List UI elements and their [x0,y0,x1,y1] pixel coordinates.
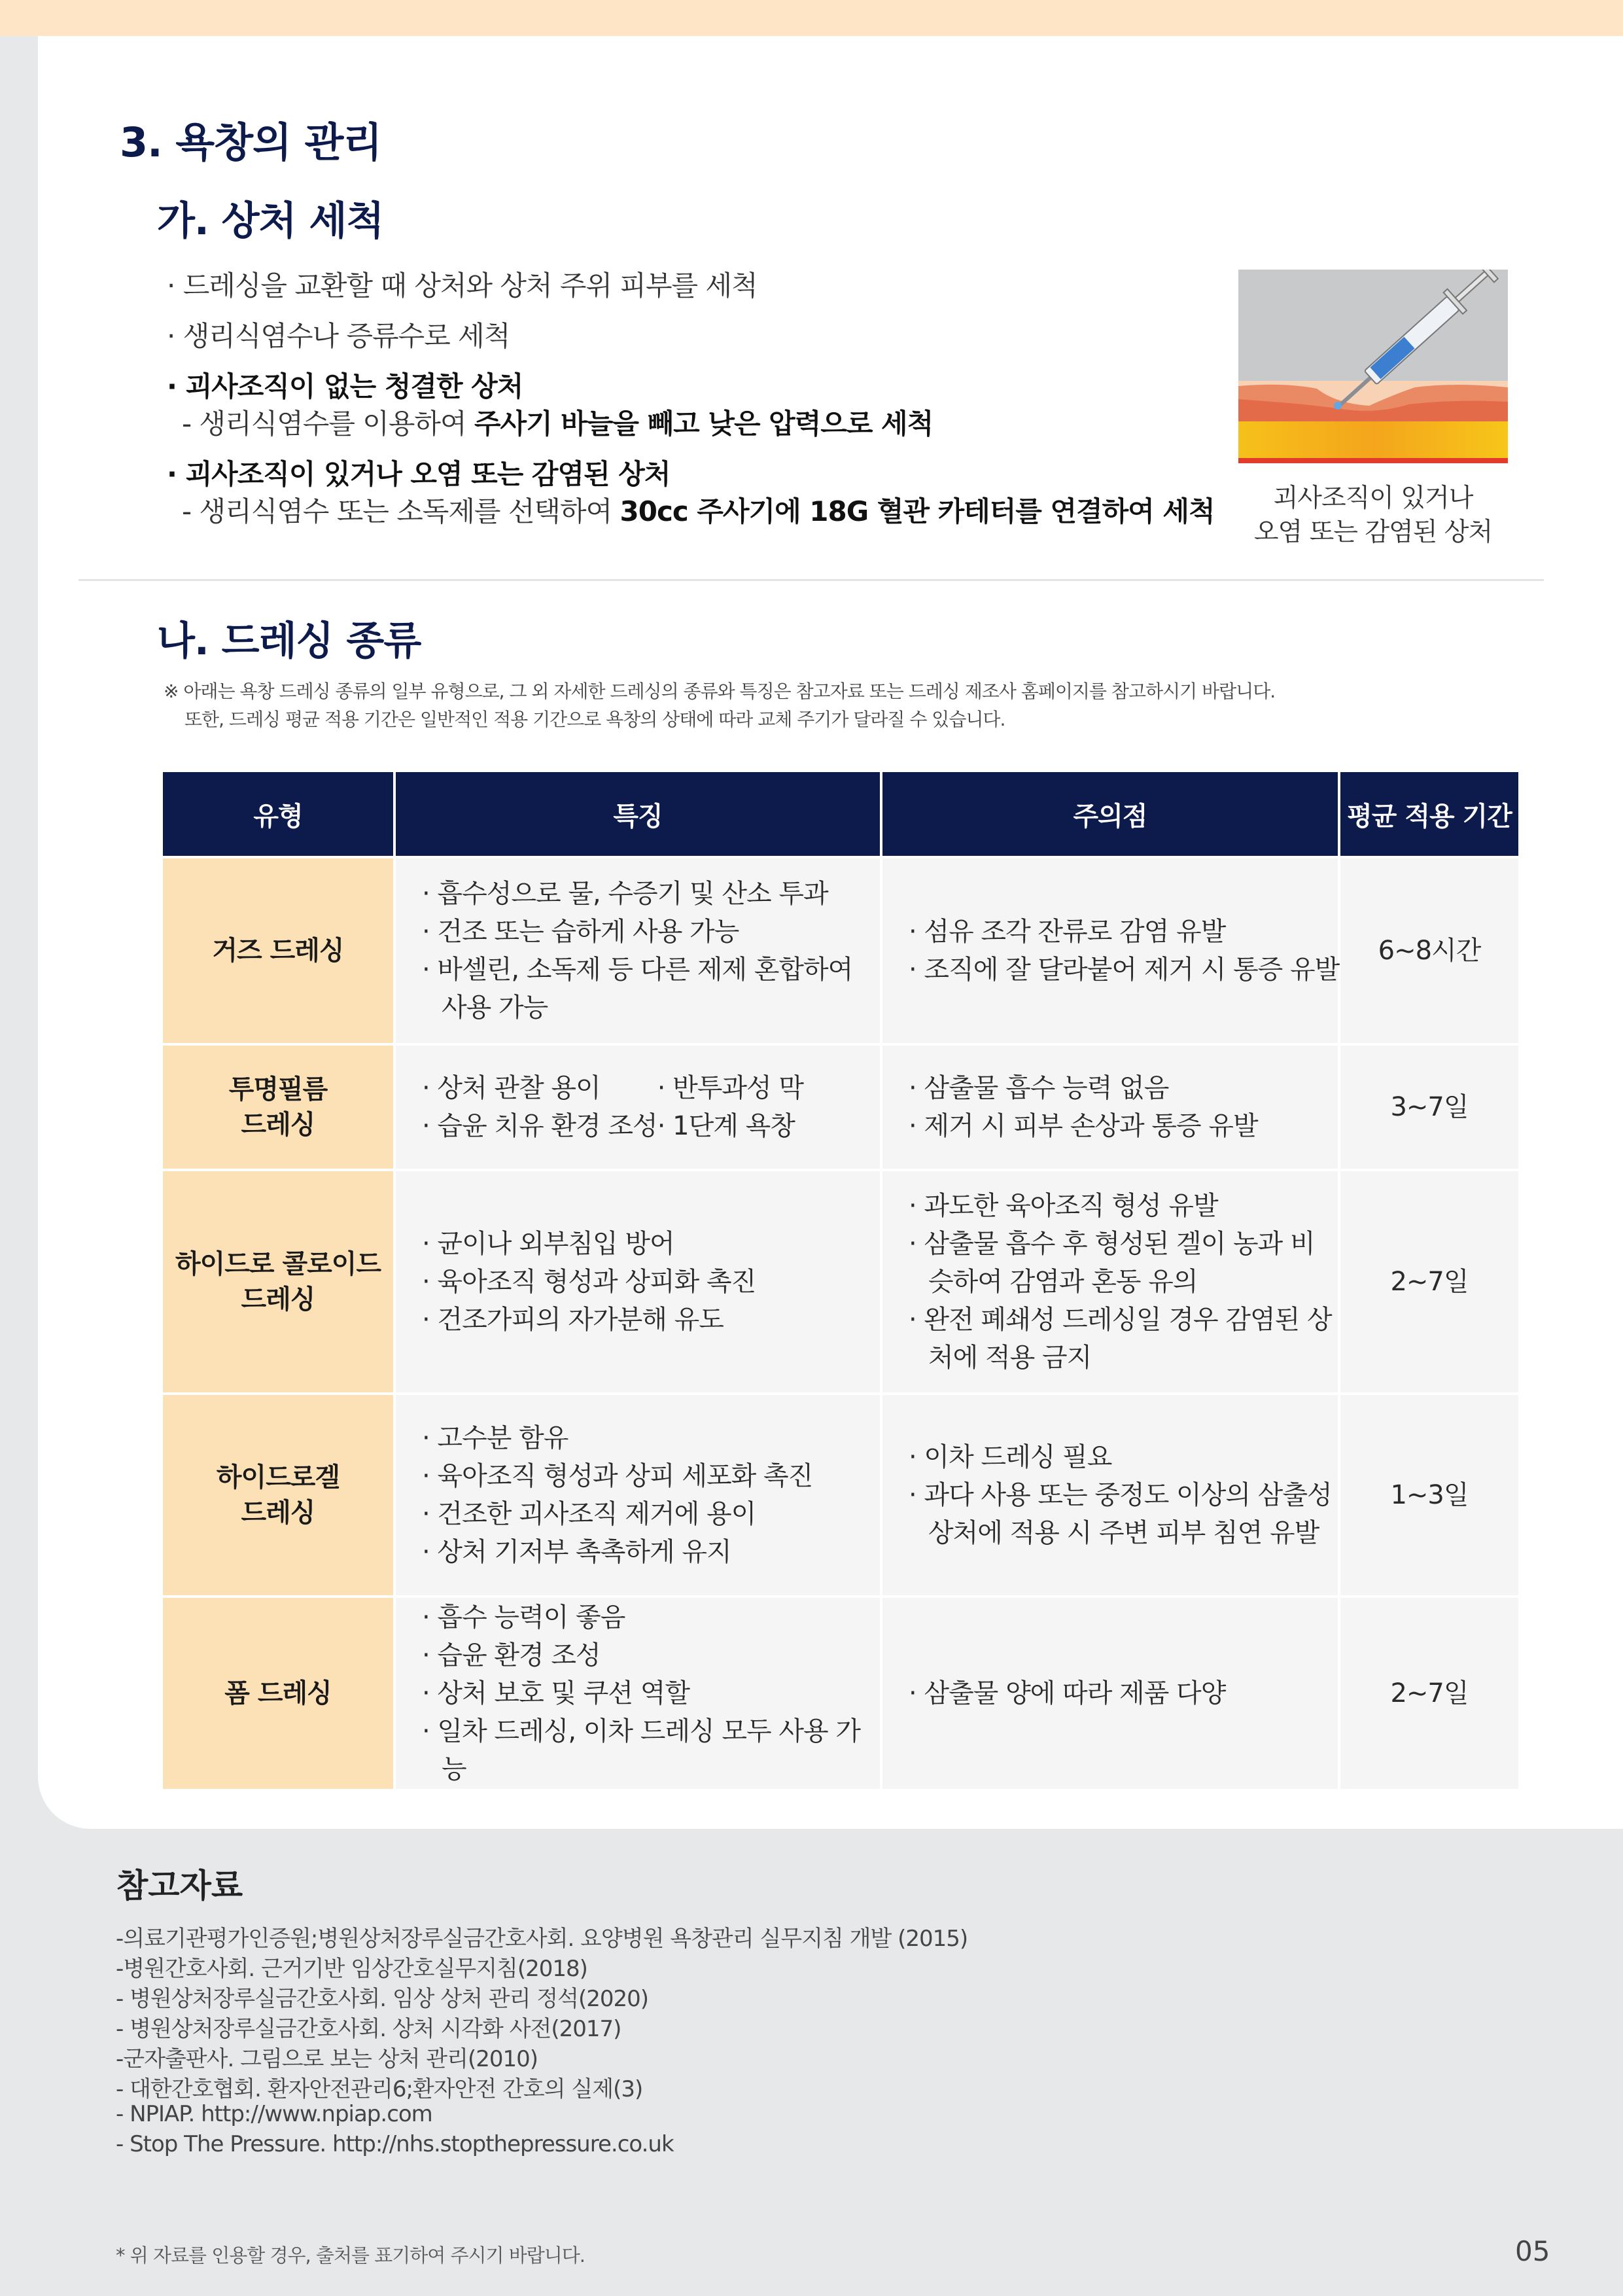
reference-item: - 병원상처장루실금간호사회. 상처 시각화 사전(2017) [116,2016,621,2042]
feature-item: · 일차 드레싱, 이차 드레싱 모두 사용 가능 [422,1716,861,1784]
bullet-sub-text [182,402,933,442]
type-label: 드레싱 [241,1498,315,1528]
feature-columns [422,1069,876,1145]
type-label: 하이드로 콜로이드 [175,1249,381,1279]
references-title: 참고자료 [116,1867,243,1905]
sub-text-prefix: - 생리식염수 또는 소독제를 선택하여 [182,495,620,527]
reference-item: - 대한간호협회. 환자안전관리6;환자안전 간호의 실제(3) [116,2076,643,2102]
feature-item: · 흡수성으로 물, 수증기 및 산소 투과 [422,879,828,909]
table-row [163,1598,1518,1789]
feature-item: · 습윤 환경 조성 [422,1640,601,1670]
type-label: 투명필름 [228,1074,328,1104]
feature-item: · 흡수 능력이 좋음 [422,1602,625,1633]
feature-column-left [422,1069,657,1145]
feature-column-right [657,1069,876,1145]
column-header-features: 특징 [396,772,880,856]
table-note: 또한, 드레싱 평균 적용 기간은 일반적인 적용 기간으로 욕창의 상태에 따라 교체 주기가 달라질 수 있습니다. [184,709,1005,730]
cautions-cell [882,1171,1338,1392]
features-cell [396,1046,880,1169]
reference-item: - Stop The Pressure. http://nhs.stopthepressure.co.uk [116,2131,674,2157]
wound-irrigation-illustration [1238,270,1508,463]
period-cell: 1~3일 [1340,1395,1518,1595]
feature-item: · 고수분 함유 [422,1423,568,1453]
type-label: 하이드로겔 [216,1462,340,1492]
reference-item: - NPIAP. http://www.npiap.com [116,2101,432,2127]
period-cell: 6~8시간 [1340,858,1518,1043]
table-note: ※ 아래는 욕창 드레싱 종류의 일부 유형으로, 그 외 자세한 드레싱의 종류와 특징은 참고자료 또는 드레싱 제조사 홈페이지를 참고하시기 바랍니다. [164,680,1276,702]
caution-item: · 삼출물 양에 따라 제품 다양 [909,1678,1226,1708]
cautions-cell [882,1046,1338,1169]
bullet-text: · 생리식염수나 증류수로 세척 [167,320,510,352]
feature-item: · 습윤 치유 환경 조성 [422,1111,657,1141]
table-row [163,1046,1518,1169]
caution-item: · 섬유 조각 잔류로 감염 유발 [909,917,1226,947]
table-header-row [163,772,1518,856]
column-header-type: 유형 [163,772,393,856]
bullet-heading-clean-wound [167,365,523,404]
reference-item: - 병원상처장루실금간호사회. 임상 상처 관리 정석(2020) [116,1986,649,2012]
feature-item: · 상처 기저부 촉촉하게 유지 [422,1537,731,1567]
top-accent-bar [0,0,1623,36]
caution-item: · 완전 폐쇄성 드레싱일 경우 감염된 상처에 적용 금지 [909,1305,1332,1373]
feature-item: · 상처 관찰 용이 [422,1073,601,1103]
sub-text-emphasis: 주사기 바늘을 빼고 낮은 압력으로 세척 [474,408,934,440]
citation-footnote: * 위 자료를 인용할 경우, 출처를 표기하여 주시기 바랍니다. [116,2244,585,2267]
feature-item: · 바셀린, 소독제 등 다른 제제 혼합하여 사용 가능 [422,955,853,1023]
type-cell [163,1395,393,1595]
type-cell [163,1598,393,1789]
section-divider [79,579,1544,581]
sub-text-emphasis: 30cc 주사기에 18G 혈관 카테터를 연결하여 세척 [620,495,1215,527]
type-label: 폼 드레싱 [224,1678,332,1708]
bullet-text: · 드레싱을 교환할 때 상처와 상처 주위 피부를 세척 [167,270,758,302]
caution-item: · 과다 사용 또는 중정도 이상의 삼출성 상처에 적용 시 주변 피부 침연 유발 [909,1480,1332,1548]
type-cell [163,1171,393,1392]
caution-item: · 과도한 육아조직 형성 유발 [909,1191,1218,1221]
type-label: 거즈 드레싱 [212,936,344,966]
feature-item: · 상처 보호 및 쿠션 역할 [422,1678,690,1708]
feature-item: · 건조한 괴사조직 제거에 용이 [422,1499,756,1529]
caution-item: · 이차 드레싱 필요 [909,1442,1112,1472]
features-cell [396,858,880,1043]
bullet-heading-infected-wound [167,453,670,492]
dressing-types-table [160,769,1521,1792]
figure-caption-line: 괴사조직이 있거나 [1273,484,1473,513]
table-row [163,1395,1518,1595]
caution-item: · 조직에 잘 달라붙어 제거 시 통증 유발 [909,955,1340,985]
section-title: 3. 욕창의 관리 [120,118,382,166]
feature-item: · 건조 또는 습하게 사용 가능 [422,917,739,947]
type-label: 드레싱 [241,1284,315,1315]
bullet-heading-text: · 괴사조직이 없는 청결한 상처 [167,370,523,402]
bullet-heading-text: · 괴사조직이 있거나 오염 또는 감염된 상처 [167,458,671,490]
caution-item: · 삼출물 흡수 후 형성된 겔이 농과 비슷하여 감염과 혼동 유의 [909,1229,1315,1297]
features-cell [396,1598,880,1789]
column-header-period: 평균 적용 기간 [1340,772,1518,856]
features-cell [396,1395,880,1595]
period-cell: 3~7일 [1340,1046,1518,1169]
features-cell [396,1171,880,1392]
bullet-sub-text [182,490,1215,529]
subsection-title-wound-cleansing: 가. 상처 세척 [157,198,384,244]
sub-text-prefix: - 생리식염수를 이용하여 [182,408,474,440]
feature-item: · 육아조직 형성과 상피화 촉진 [422,1267,756,1297]
feature-item: · 건조가피의 자가분해 유도 [422,1305,724,1335]
feature-item: · 반투과성 막 [657,1073,804,1103]
caution-item: · 삼출물 흡수 능력 없음 [909,1073,1169,1103]
figure-caption-line: 오염 또는 감염된 상처 [1253,518,1493,547]
type-cell [163,858,393,1043]
feature-item: · 균이나 외부침입 방어 [422,1229,674,1259]
feature-item: · 육아조직 형성과 상피 세포화 촉진 [422,1461,813,1491]
period-cell: 2~7일 [1340,1171,1518,1392]
period-cell: 2~7일 [1340,1598,1518,1789]
caution-item: · 제거 시 피부 손상과 통증 유발 [909,1111,1258,1141]
type-cell [163,1046,393,1169]
cautions-cell [882,1395,1338,1595]
feature-item: · 1단계 욕창 [657,1111,795,1141]
cautions-cell [882,1598,1338,1789]
reference-item: -의료기관평가인증원;병원상처장루실금간호사회. 요양병원 욕창관리 실무지침 개발 (2015) [116,1926,968,1952]
column-header-cautions: 주의점 [882,772,1338,856]
page-number: 05 [1515,2235,1550,2267]
left-margin-strip [0,36,38,1829]
reference-item: -군자출판사. 그림으로 보는 상처 관리(2010) [116,2046,538,2072]
cautions-cell [882,858,1338,1043]
subsection-title-dressing-types: 나. 드레싱 종류 [157,618,421,664]
reference-item: -병원간호사회. 근거기반 임상간호실무지침(2018) [116,1956,587,1982]
type-label: 드레싱 [241,1110,315,1140]
table-row [163,858,1518,1043]
table-row [163,1171,1518,1392]
